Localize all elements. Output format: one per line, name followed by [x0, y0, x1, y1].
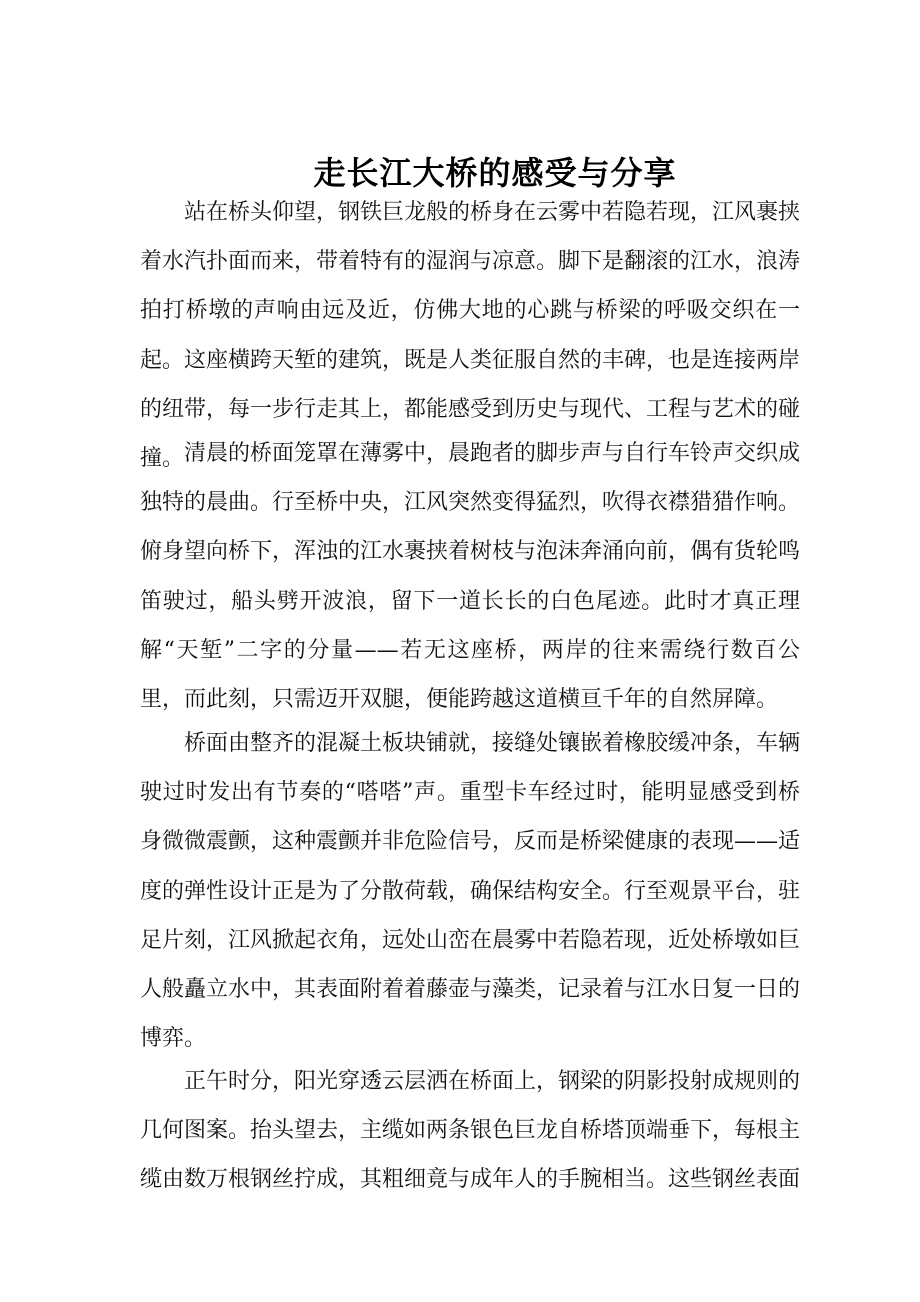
body-paragraph: 清晨的桥面笼罩在薄雾中，晨跑者的脚步声与自行车铃声交织成独特的晨曲。行至桥中央，江风突然变得猛烈，吹得衣襟猎猎作响。俯身望向桥下，浑浊的江水裹挟着树枝与泡沫奔涌向前，偶有货轮鸣笛驶过，船头劈开波浪，留下一道长长的白色尾迹。此时才真正理解“天堑”二字的分量——若无这座桥，两岸的往来需绕行数百公里，而此刻，只需迈开双腿，便能跨越这道横亘千年的自然屏障。 — [140, 441, 801, 713]
body-paragraph: 站在桥头仰望，钢铁巨龙般的桥身在云雾中若隐若现，江风裹挟着水汽扑面而来，带着特有的湿润与凉意。脚下是翻滚的江水，浪涛拍打桥墩的声响由远及近，仿佛大地的心跳与桥梁的呼吸交织在一起。这座横跨天堑的建筑，既是人类征服自然的丰碑，也是连接两岸的纽带，每一步行走其上，都能感受到历史与现代、工程与艺术的碰撞。 — [140, 200, 801, 472]
body-paragraph: 正午时分，阳光穿透云层洒在桥面上，钢梁的阴影投射成规则的几何图案。抬头望去，主缆如两条银色巨龙自桥塔顶端垂下，每根主缆由数万根钢丝拧成，其粗细竟与成年人的手腕相当。这些钢丝表面 — [140, 1069, 801, 1193]
body-paragraph: 桥面由整齐的混凝土板块铺就，接缝处镶嵌着橡胶缓冲条，车辆驶过时发出有节奏的“嗒嗒”声。重型卡车经过时，能明显感受到桥身微微震颤，这种震颤并非危险信号，反而是桥梁健康的表现——适度的弹性设计正是为了分散荷载，确保结构安全。行至观景平台，驻足片刻，江风掀起衣角，远处山峦在晨雾中若隐若现，近处桥墩如巨人般矗立水中，其表面附着着藤壶与藻类，记录着与江水日复一日的博弈。 — [140, 731, 801, 1052]
page-title: 走长江大桥的感受与分享 — [313, 154, 677, 193]
